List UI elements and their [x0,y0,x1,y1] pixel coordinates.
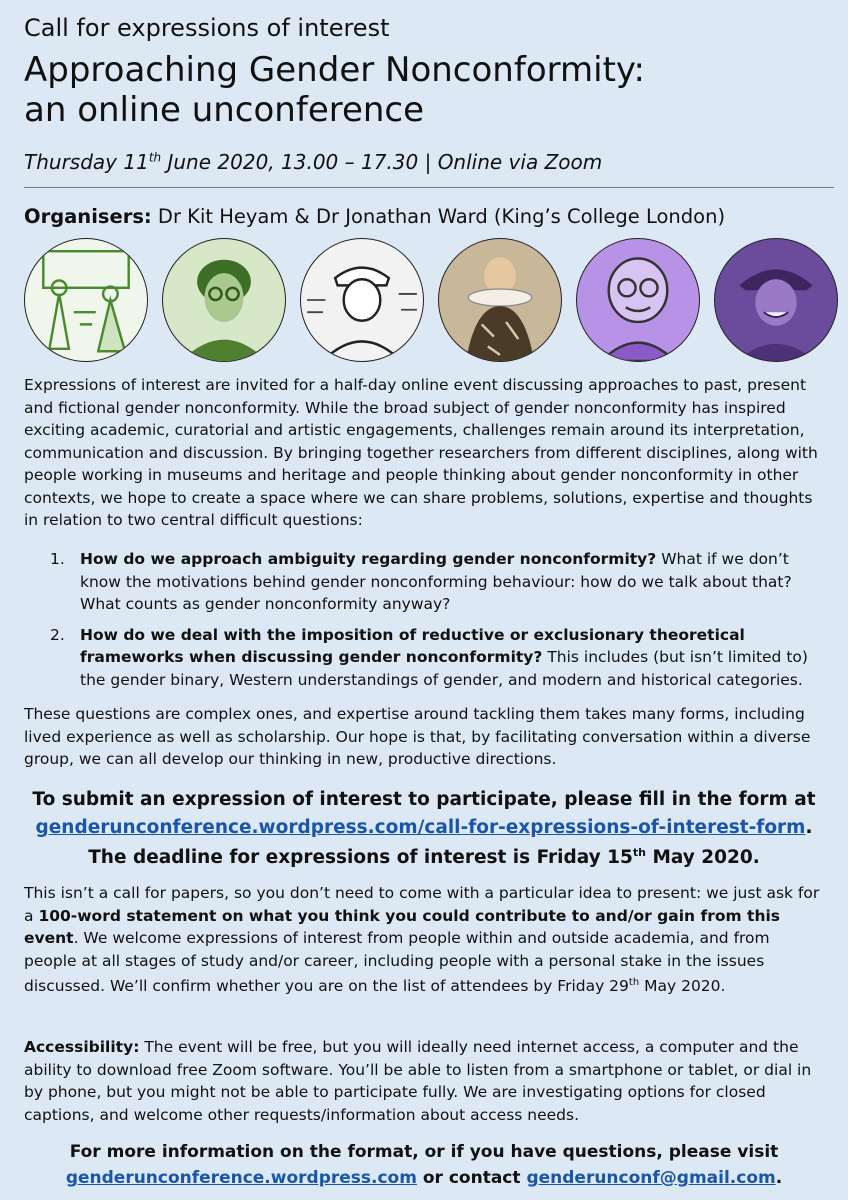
footer-line-2 [24,1165,824,1191]
call-a: This isn’t a call for papers, so you don’t need to come with a particular idea to present: we just ask for a [24,884,820,925]
footer-mid: or contact [416,1168,527,1188]
intro-paragraph: Expressions of interest are invited for a half-day online event discussing approaches to past, present and fictional gender nonconformity. While the broad subject of gender nonconformity has inspired exciting academic, curatorial and artistic engagements, challenges remain around its interpretation, communication and discussion. By bringing together researchers from different disciplines, along with people working in museums and heritage and people thinking about gender nonconformity in other contexts, we hope to create a space where we can share problems, solutions, expertise and thoughts in relation to two central difficult questions: [24,376,818,529]
call-b: . We welcome expressions of interest from people within and outside academia, and from people at all stages of study and/or career, including people with a personal stake in the issues discussed. We’ll confirm whether you are on the list of attendees by Friday 29 [24,929,770,996]
organisers-label: Organisers: [24,205,152,228]
list-item [50,624,820,692]
footer-line-1: For more information on the format, or if you have questions, please visit [69,1142,779,1162]
sketched-person-icon [301,239,423,361]
organisers-names: Dr Kit Heyam & Dr Jonathan Ward (King’s College London) [151,205,726,228]
accessibility-paragraph [24,1036,824,1126]
divider [24,187,834,188]
title-line-1: Approaching Gender Nonconformity: [24,50,645,90]
submit-link-line [24,814,824,842]
accessibility-text: The event will be free, but you will ideally need internet access, a computer and the ability to download free Zoom software. You’ll be able to listen from a smartphone or tablet, or dial in by phone, but you might not be able to participate fully. We are investigating options for closed captions, and welcome other requests/information about access needs. [24,1038,812,1124]
call-paragraph [24,882,824,998]
portrait-row [24,238,834,362]
purple-person-icon [577,239,699,361]
title-line-2: an online unconference [24,90,425,130]
list-item [50,548,820,616]
question-bold: How do we deal with the imposition of reductive or exclusionary theoretical frameworks when discussing gender nonconformity? [80,625,745,666]
date-prefix: Thursday 11 [24,150,149,174]
deadline-prefix: The deadline for expressions of interest is Friday 15 [88,847,633,869]
historical-woodcut-portrait [24,238,148,362]
purple-sketch-portrait [576,238,700,362]
date-sup: th [148,150,162,165]
submit-text: To submit an expression of interest to participate, please fill in the form at [32,789,816,810]
email-link[interactable]: genderunconf@gmail.com [526,1168,776,1188]
submit-callout [24,786,824,842]
question-rest: This includes (but isn’t limited to) the gender binary, Western understandings of gender, and modern and historical categories. [80,648,808,689]
deadline-suffix: May 2020. [646,847,760,869]
accessibility-label: Accessibility: [24,1038,140,1056]
deadline-sup: th [632,846,647,859]
question-bold: How do we approach ambiguity regarding gender nonconformity? [80,550,657,568]
question-rest: What if we don’t know the motivations behind gender nonconforming behaviour: how do we talk about that? What counts as gender nonconformity anyway? [80,550,792,613]
woodcut-figures-icon [25,239,147,361]
deadline-notice [24,846,824,868]
list-number: 2. [50,625,65,644]
call-bold: 100-word statement on what you think you could contribute to and/or gain from this event [24,906,781,947]
line-drawing-portrait [300,238,424,362]
website-link[interactable]: genderunconference.wordpress.com [65,1168,417,1188]
form-link[interactable]: genderunconference.wordpress.com/call-for-expressions-of-interest-form [35,817,806,838]
call-sup: th [628,977,640,988]
kicker: Call for expressions of interest [24,14,390,42]
person-glasses-icon [163,239,285,361]
submit-end: . [805,817,813,838]
footer-end: . [775,1168,783,1188]
renaissance-portrait [438,238,562,362]
woman-with-glasses-portrait [162,238,286,362]
page-title [24,50,645,130]
purple-photo-portrait [714,238,838,362]
footer-callout [24,1139,824,1191]
organisers [24,205,725,228]
smiling-person-icon [715,239,837,361]
list-number: 1. [50,550,65,568]
date-suffix: June 2020, 13.00 – 17.30 | Online via Zoom [161,150,603,174]
complex-paragraph: These questions are complex ones, and expertise around tackling them takes many forms, including lived experience as well as scholarship. Our hope is that, by facilitating conversation within a diverse group, we can all develop our thinking in new, productive directions. [24,705,811,768]
call-c: May 2020. [639,977,726,996]
questions-list [50,548,820,699]
painted-person-icon [439,239,561,361]
event-dateline [24,150,602,174]
